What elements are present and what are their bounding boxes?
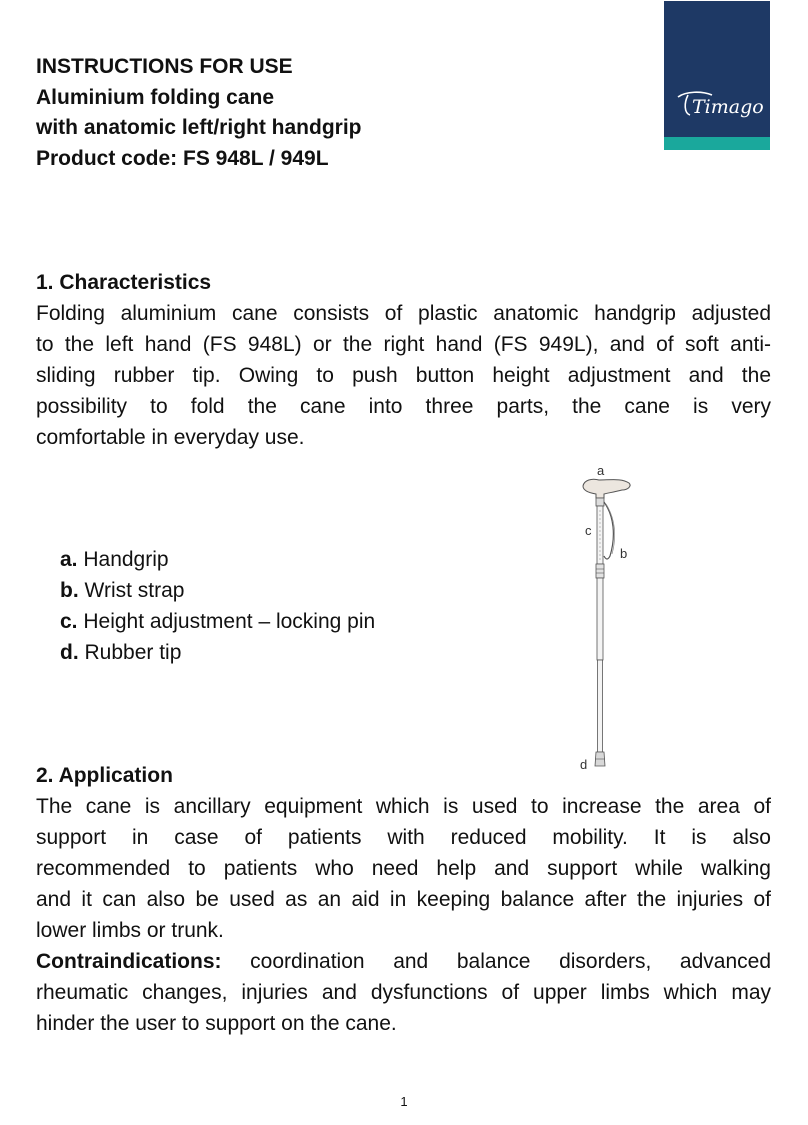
paragraph-line: lower limbs or trunk. — [36, 919, 224, 942]
legend-key: d. — [60, 641, 79, 664]
legend-text: Rubber tip — [78, 641, 182, 664]
figure-label-b: b — [620, 546, 628, 561]
paragraph-line: and it can also be used as an aid in keeping balance after the injuries of — [36, 888, 771, 911]
legend-key: a. — [60, 548, 78, 571]
contraindications-line — [36, 946, 771, 977]
logo-wordmark — [672, 83, 764, 123]
parts-legend — [60, 544, 440, 668]
figure-label-c: c — [585, 523, 592, 538]
paragraph-line: hinder the user to support on the cane. — [36, 1012, 397, 1035]
legend-text: Handgrip — [77, 548, 169, 571]
figure-label-d: d — [580, 757, 588, 772]
legend-text: Wrist strap — [78, 579, 185, 602]
paragraph-line: possibility to fold the cane into three parts, the cane is very — [36, 395, 771, 418]
paragraph-line: recommended to patients who need help and support while walking — [36, 857, 771, 880]
paragraph-line: support in case of patients with reduced mobility. It is also — [36, 826, 771, 849]
title-line-3: with anatomic left/right handgrip — [36, 116, 362, 139]
paragraph-line: rheumatic changes, injuries and dysfunctions of upper limbs which may — [36, 981, 771, 1004]
figure-label-a: a — [597, 463, 605, 478]
cane-collar — [596, 498, 604, 506]
legend-text: Height adjustment – locking pin — [77, 610, 376, 633]
cane-illustration — [566, 456, 646, 782]
logo-teal-stripe — [664, 137, 770, 150]
legend-key: c. — [60, 610, 78, 633]
title-line-1: INSTRUCTIONS FOR USE — [36, 55, 293, 78]
title-line-2: Aluminium folding cane — [36, 85, 275, 109]
paragraph-line: Folding aluminium cane consists of plastic anatomic handgrip adjusted — [36, 302, 771, 325]
paragraph-line: The cane is ancillary equipment which is used to increase the area of — [36, 795, 771, 818]
paragraph-line: comfortable in everyday use. — [36, 426, 305, 449]
section-2-paragraph — [36, 791, 771, 1039]
legend-item — [60, 606, 440, 637]
cane-handgrip — [583, 479, 630, 498]
page-number: 1 — [400, 1094, 408, 1109]
title-line-4: Product code: FS 948L / 949L — [36, 146, 329, 170]
cane-middle-shaft — [597, 578, 603, 660]
cane-joint — [596, 564, 604, 578]
brand-logo — [664, 1, 770, 150]
legend-item — [60, 637, 440, 668]
legend-item — [60, 575, 440, 606]
cane-lower-shaft — [598, 660, 603, 752]
contraindications-label: Contraindications: — [36, 950, 222, 973]
paragraph-line: sliding rubber tip. Owing to push button height adjustment and the — [36, 364, 771, 387]
legend-item — [60, 544, 440, 575]
section-1-heading: 1. Characteristics — [36, 271, 212, 294]
contraindications-text: coordination and balance disorders, advanced — [221, 950, 771, 973]
legend-key: b. — [60, 579, 79, 602]
section-1-paragraph — [36, 298, 771, 453]
document-title — [36, 52, 596, 174]
cane-wrist-strap — [604, 502, 613, 559]
paragraph-line: to the left hand (FS 948L) or the right hand (FS 949L), and of soft anti- — [36, 333, 771, 356]
section-2-heading: 2. Application — [36, 764, 173, 787]
logo-brand-text: Timago — [692, 96, 764, 118]
